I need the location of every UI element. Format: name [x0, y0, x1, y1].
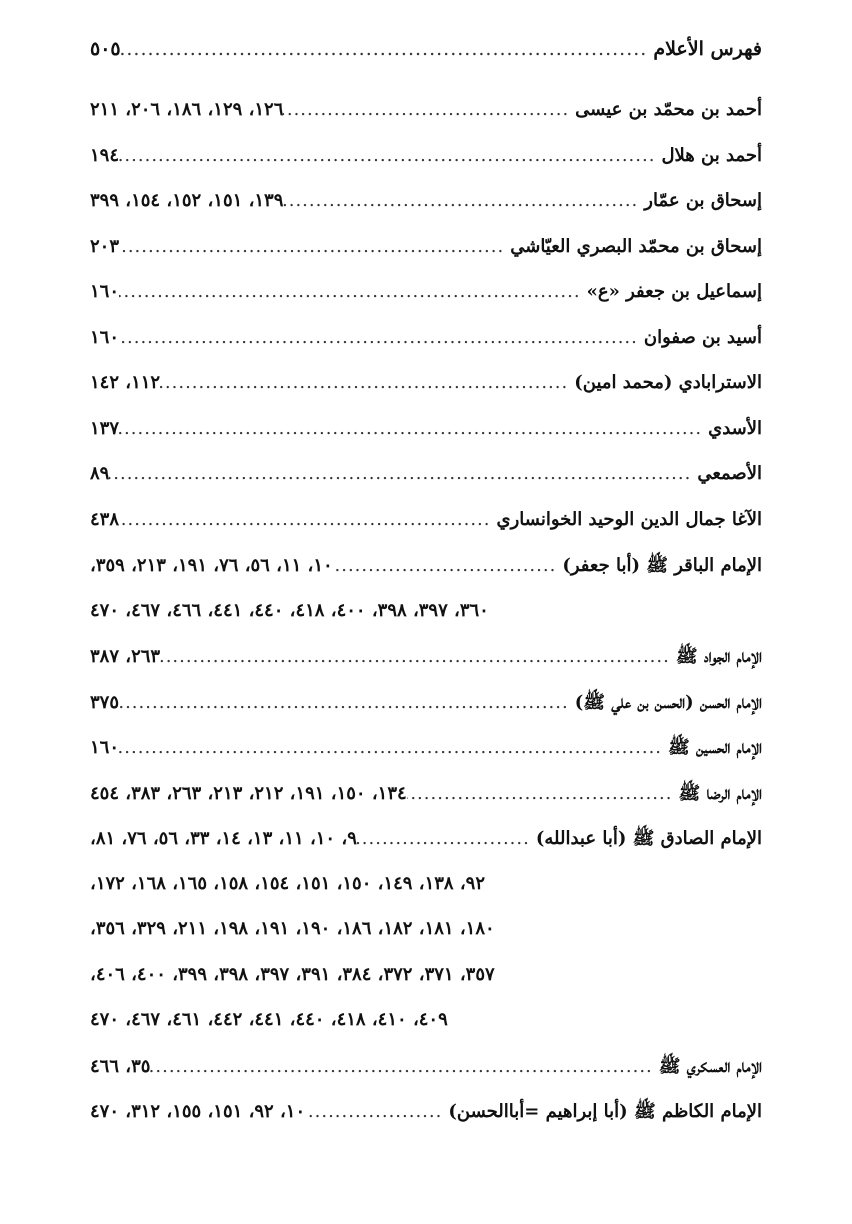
page-header — [90, 38, 762, 82]
index-entry — [90, 145, 762, 191]
leader-dots — [109, 463, 697, 484]
index-entry — [90, 327, 762, 373]
leader-dots — [119, 236, 510, 257]
entry-name: الآغا جمال الدين الوحيد الخوانساري — [496, 508, 762, 530]
leader-dots — [283, 99, 575, 120]
entry-pages: ١٠، ١١، ٥٦، ٧٦، ١٩١، ٢١٣، ٣٥٩، — [90, 555, 333, 576]
entry-name: الإمام الكاظم ﷺ (أبا إبراهيم =أباالحسن) — [448, 1101, 762, 1122]
entry-pages: ٣٧٥ — [90, 691, 120, 713]
entry-name: الإمام الصادق ﷺ (أبا عبدالله) — [535, 828, 762, 849]
continuation-pages: ٣٦٠، ٣٩٧، ٣٩٨، ٤٠٠، ٤١٨، ٤٤٠، ٤٤١، ٤٦٦، ٤٦٧، ٤٧٠ — [90, 599, 489, 621]
entry-pages: ١٣٩، ١٥١، ١٥٢، ١٥٤، ٣٩٩ — [90, 190, 284, 211]
entry-pages: ١٠، ٩٢، ١٥١، ١٥٥، ٣١٢، ٤٧٠ — [90, 1101, 306, 1122]
leader-dots — [121, 38, 654, 60]
index-entry — [90, 463, 762, 509]
index-entry — [90, 99, 762, 145]
index-entry — [90, 1055, 762, 1101]
leader-dots — [305, 1101, 448, 1122]
entry-continuation — [90, 918, 762, 964]
entry-pages: ٣٥، ٤٦٦ — [90, 1055, 151, 1077]
index-entry — [90, 372, 762, 418]
leader-dots — [119, 281, 587, 302]
index-entry — [90, 782, 762, 828]
entry-pages: ١٩٤ — [90, 144, 120, 166]
continuation-pages: ٤٠٩، ٤١٠، ٤١٨، ٤٤٠، ٤٤١، ٤٤٢، ٤٦١، ٤٦٧، ٤٧٠ — [90, 1009, 448, 1030]
entry-continuation — [90, 964, 762, 1010]
index-page — [90, 38, 762, 1146]
leader-dots — [119, 145, 661, 166]
entry-name: الأصمعي — [697, 463, 762, 484]
continuation-pages: ٣٥٧، ٣٧١، ٣٧٢، ٣٨٤، ٣٩١، ٣٩٧، ٣٩٨، ٣٩٩، ٤٠٠، ٤٠٦، — [90, 963, 495, 985]
leader-dots — [119, 692, 575, 713]
entry-pages: ١١٢، ١٤٢ — [90, 372, 161, 393]
entry-continuation — [90, 873, 762, 919]
leader-dots — [407, 783, 679, 804]
index-entry — [90, 1100, 762, 1146]
index-entry — [90, 827, 762, 873]
leader-dots — [119, 737, 668, 758]
entry-name: إسحاق بن عمّار — [644, 190, 762, 211]
entry-name: الإمام الحسين ﷺ — [668, 737, 762, 758]
leader-dots — [333, 555, 563, 576]
entry-pages: ١٦٠ — [90, 326, 120, 348]
entry-pages: ١٣٧ — [90, 417, 120, 439]
leader-dots — [160, 372, 574, 393]
entry-name: الأسدي — [708, 417, 762, 439]
index-entry — [90, 691, 762, 737]
entry-pages: ٤٣٨ — [90, 508, 120, 530]
continuation-pages: ٩٢، ١٣٨، ١٤٩، ١٥٠، ١٥١، ١٥٤، ١٥٨، ١٦٥، ١٦٨، ١٧٢، — [90, 872, 485, 894]
entry-pages: ٢٦٣، ٣٨٧ — [90, 646, 161, 667]
index-entry — [90, 554, 762, 600]
entry-continuation — [90, 1009, 762, 1055]
entry-name: إسحاق بن محمّد البصري العيّاشي — [510, 235, 762, 257]
index-entry — [90, 736, 762, 782]
entry-name: أحمد بن محمّد بن عيسى — [575, 99, 762, 120]
leader-dots — [119, 418, 708, 439]
entry-name: إسماعيل بن جعفر «ع» — [586, 281, 762, 302]
index-entry — [90, 509, 762, 555]
index-entry — [90, 236, 762, 282]
entry-name: الإمام العسكري ﷺ — [658, 1055, 762, 1077]
entry-pages: ١٣٤، ١٥٠، ١٩١، ٢١٢، ٢١٣، ٢٦٣، ٣٨٣، ٤٥٤ — [90, 782, 407, 804]
index-entry — [90, 645, 762, 691]
entry-name: الإمام الجواد ﷺ — [675, 646, 762, 667]
index-entry — [90, 281, 762, 327]
leader-dots — [160, 646, 676, 667]
index-entry — [90, 418, 762, 464]
entry-pages: ١٦٠ — [90, 281, 120, 302]
leader-dots — [357, 828, 536, 849]
entry-pages: ٨٩ — [90, 463, 110, 484]
index-entries — [90, 99, 762, 1146]
entry-pages: ٢٠٣ — [90, 235, 120, 257]
entry-pages: ٩، ١٠، ١١، ١٣، ١٤، ٣٣، ٥٦، ٧٦، ٨١، — [90, 828, 357, 849]
header-title: فهرس الأعلام — [653, 38, 762, 60]
continuation-pages: ١٨٠، ١٨١، ١٨٢، ١٨٦، ١٩٠، ١٩١، ١٩٨، ٢١١، ٣٢٩، ٣٥٦، — [90, 918, 495, 939]
leader-dots — [119, 327, 644, 348]
header-page-number: ٥٠٥ — [90, 38, 121, 60]
entry-name: الإمام الرضا ﷺ — [678, 782, 762, 804]
entry-pages: ١٦٠ — [90, 737, 120, 758]
entry-name: أسيد بن صفوان — [643, 326, 762, 348]
entry-name: أحمد بن هلال — [661, 144, 762, 166]
entry-name: الإمام الحسن (الحسن بن علي ﷺ) — [574, 691, 762, 713]
entry-name: الاسترابادي (محمد امين) — [574, 372, 762, 393]
entry-pages: ١٢٦، ١٢٩، ١٨٦، ٢٠٦، ٢١١ — [90, 99, 284, 120]
leader-dots — [119, 509, 496, 530]
leader-dots — [150, 1056, 658, 1077]
leader-dots — [283, 190, 644, 211]
index-entry — [90, 190, 762, 236]
entry-name: الإمام الباقر ﷺ (أبا جعفر) — [562, 555, 762, 576]
entry-continuation — [90, 600, 762, 646]
